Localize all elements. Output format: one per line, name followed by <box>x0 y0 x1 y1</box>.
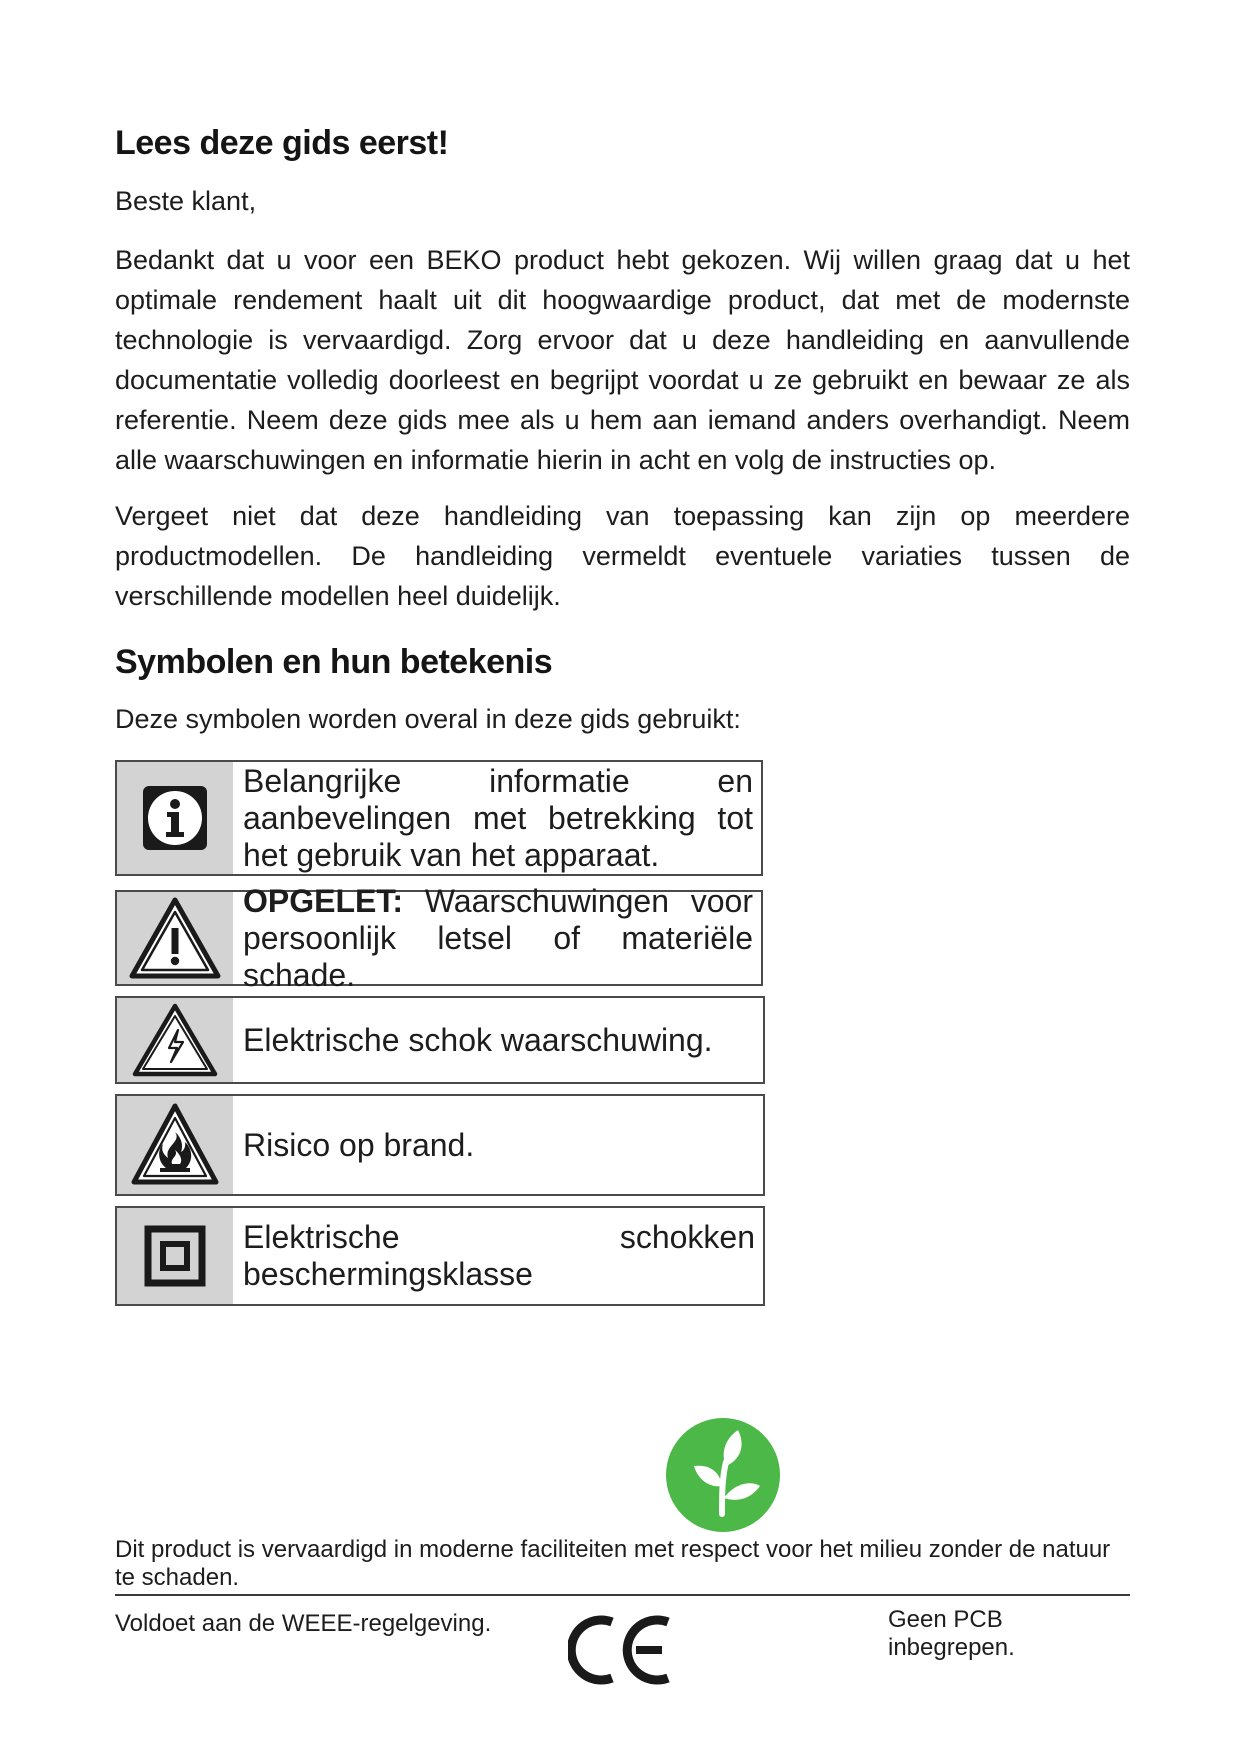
eco-leaf-icon <box>664 1416 782 1534</box>
symbol-text: Elektrische schok waarschuwing. <box>243 1021 713 1058</box>
symbol-row-protection-class <box>115 1206 765 1306</box>
symbol-text: OPGELET: Waarschuwingen voor persoonlijk letsel of materiële schade. <box>243 882 753 993</box>
page-heading: Lees deze gids eerst! <box>115 124 449 162</box>
eco-statement: Dit product is vervaardigd in moderne faciliteiten met respect voor het milieu zonder de natuur te schaden. <box>115 1536 1111 1591</box>
pcb-statement: Geen PCB inbegrepen. <box>888 1606 1015 1661</box>
symbol-text: Belangrijke informatie en aanbevelingen met betrekking tot het gebruik van het apparaat. <box>243 762 753 873</box>
models-paragraph: Vergeet niet dat deze handleiding van toepassing kan zijn op meerdere productmodellen. De handleiding vermeldt eventuele variaties tussen de verschillende modellen heel duidelijk. <box>115 501 1130 611</box>
symbol-row-warning <box>115 882 763 993</box>
symbol-row-fire <box>115 1094 765 1196</box>
symbol-text: Risico op brand. <box>243 1126 475 1163</box>
warning-icon <box>117 892 233 984</box>
info-icon <box>117 762 233 874</box>
weee-statement: Voldoet aan de WEEE-regelgeving. <box>115 1610 492 1637</box>
greeting: Beste klant, <box>115 186 257 216</box>
symbols-intro: Deze symbolen worden overal in deze gids gebruikt: <box>115 704 741 734</box>
symbols-heading: Symbolen en hun betekenis <box>115 643 553 681</box>
ce-mark-icon <box>568 1612 676 1688</box>
protection-class-icon <box>117 1208 233 1304</box>
symbol-text: Elektrische schokken beschermingsklasse <box>243 1219 755 1292</box>
fire-icon <box>117 1096 233 1194</box>
electric-shock-icon <box>117 998 233 1082</box>
intro-paragraph: Bedankt dat u voor een BEKO product hebt gekozen. Wij willen graag dat u het optimale rendement haalt uit dit hoogwaardige product, dat met de modernste technologie is vervaardigd. Zorg ervoor dat u deze handleiding en aanvullende documentatie volledig doorleest en begrijpt voordat u ze gebruikt en bewaar ze als referentie. Neem deze gids mee als u hem aan iemand anders overhandigt. Neem alle waarschuwingen en informatie hierin in acht en volg de instructies op. <box>115 245 1130 475</box>
symbol-row-info <box>115 760 763 876</box>
divider <box>115 1594 1130 1596</box>
symbol-row-electric-shock <box>115 996 765 1084</box>
